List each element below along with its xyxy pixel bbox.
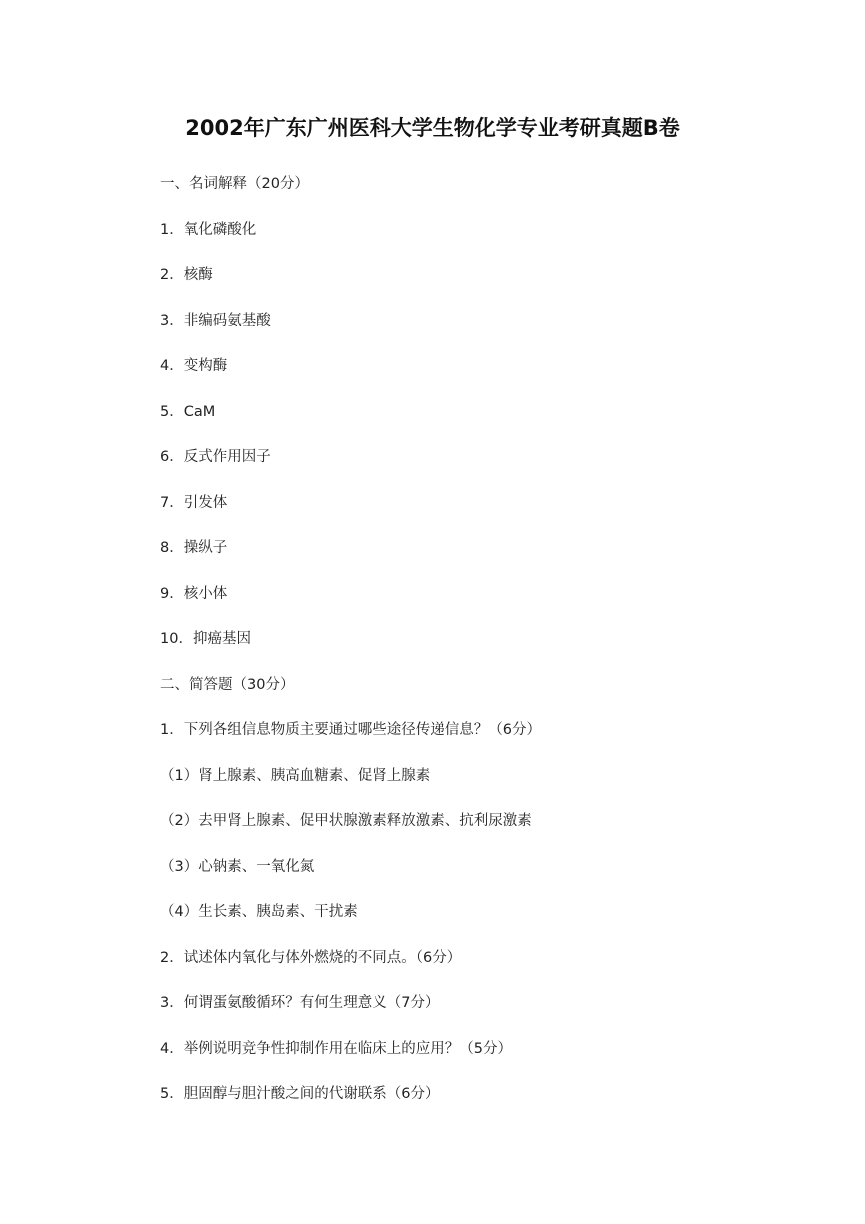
- question-item: 2．试述体内氧化与体外燃烧的不同点。（6分）: [160, 950, 462, 966]
- question-item: 4．举例说明竞争性抑制作用在临床上的应用？（5分）: [160, 1041, 512, 1057]
- term-item: 9．核小体: [160, 586, 228, 602]
- sub-question-item: （4）生长素、胰岛素、干扰素: [160, 904, 358, 920]
- term-item: 7．引发体: [160, 495, 228, 511]
- question-item: 5．胆固醇与胆汁酸之间的代谢联系（6分）: [160, 1086, 440, 1102]
- term-item: 6．反式作用因子: [160, 449, 271, 465]
- section-heading-short-answer: 二、简答题（30分）: [160, 677, 295, 693]
- term-item: 4．变构酶: [160, 358, 228, 374]
- term-item: 2．核酶: [160, 267, 213, 283]
- term-item: 5．CaM: [160, 404, 216, 420]
- section-heading-terms: 一、名词解释（20分）: [160, 176, 309, 192]
- question-item: 3．何谓蛋氨酸循环？有何生理意义（7分）: [160, 995, 440, 1011]
- term-item: 10．抑癌基因: [160, 631, 251, 647]
- term-item: 3．非编码氨基酸: [160, 313, 271, 329]
- term-item: 8．操纵子: [160, 540, 228, 556]
- term-item: 1．氧化磷酸化: [160, 222, 257, 238]
- question-item: 1．下列各组信息物质主要通过哪些途径传递信息？（6分）: [160, 722, 541, 738]
- sub-question-item: （1）肾上腺素、胰高血糖素、促肾上腺素: [160, 768, 431, 784]
- sub-question-item: （3）心钠素、一氧化氮: [160, 859, 315, 875]
- page-title: 2002年广东广州医科大学生物化学专业考研真题B卷: [185, 116, 680, 140]
- sub-question-item: （2）去甲肾上腺素、促甲状腺激素释放激素、抗利尿激素: [160, 813, 532, 829]
